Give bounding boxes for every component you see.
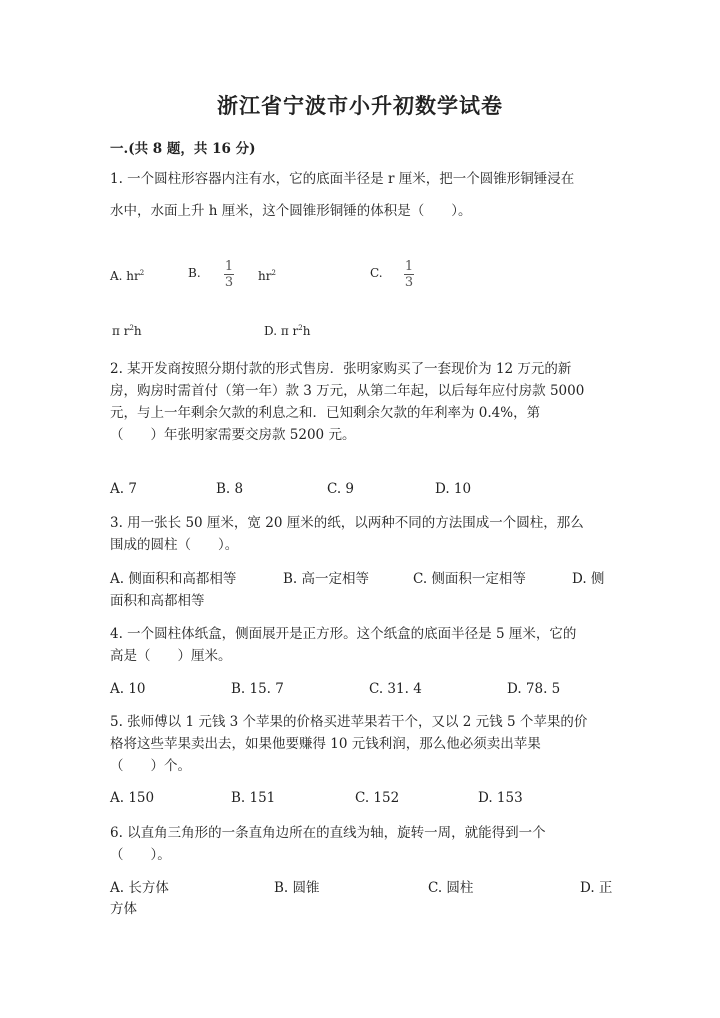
q2-option-a: A. 7 xyxy=(110,481,137,497)
q1-option-b: B. xyxy=(188,266,201,280)
q6-option-d: D. 正 xyxy=(580,880,613,896)
q6-option-a: A. 长方体 xyxy=(110,880,169,896)
q4-line: 高是（ ）厘米。 xyxy=(110,648,232,664)
q3-line: 3. 用一张长 50 厘米，宽 20 厘米的纸，以两种不同的方法围成一个圆柱，那么 xyxy=(110,515,584,531)
q1-option-c: C. xyxy=(370,266,383,280)
q4-line: 4. 一个圆柱体纸盒，侧面展开是正方形。这个纸盒的底面半径是 5 厘米，它的 xyxy=(110,626,577,642)
q3-option-d: D. 侧 xyxy=(572,571,605,587)
q2-option-c: C. 9 xyxy=(327,481,355,497)
q1-option-b-expr: $hr^2$ xyxy=(258,269,276,283)
q1-option-a: A. $hr^2$ xyxy=(110,269,145,283)
q2-option-d: D. 10 xyxy=(435,481,472,497)
q4-option-d: D. 78. 5 xyxy=(507,681,561,697)
q6-option-b: B. 圆锥 xyxy=(274,880,320,896)
fraction-one-third: 1 3 xyxy=(404,259,414,290)
q5-line: 格将这些苹果卖出去，如果他要赚得 10 元钱利润，那么他必须卖出苹果 xyxy=(110,736,541,752)
q6-line: 6. 以直角三角形的一条直角边所在的直线为轴，旋转一周，就能得到一个 xyxy=(110,825,546,841)
q5-option-c: C. 152 xyxy=(355,790,400,806)
q1-option-d: D. π $r^2h$ xyxy=(264,324,311,338)
q4-option-a: A. 10 xyxy=(110,681,146,697)
q3-option-b: B. 高一定相等 xyxy=(283,571,370,587)
q6-option-d-wrap: 方体 xyxy=(110,901,137,917)
q6-option-c: C. 圆柱 xyxy=(428,880,474,896)
q1-option-c-expr: π $r^2h$ xyxy=(112,324,142,338)
q5-option-b: B. 151 xyxy=(231,790,276,806)
q4-option-b: B. 15. 7 xyxy=(231,681,284,697)
q5-option-d: D. 153 xyxy=(478,790,523,806)
q5-option-a: A. 150 xyxy=(110,790,155,806)
q2-line: 2. 某开发商按照分期付款的形式售房．张明家购买了一套现价为 12 万元的新 xyxy=(110,361,572,377)
q6-line: （ ）。 xyxy=(110,847,171,863)
q2-line: 房，购房时需首付（第一年）款 3 万元，从第二年起，以后每年应付房款 5000 xyxy=(110,383,585,399)
q3-line: 围成的圆柱（ ）。 xyxy=(110,537,239,553)
q4-option-c: C. 31. 4 xyxy=(369,681,422,697)
q2-option-b: B. 8 xyxy=(216,481,244,497)
q5-line: （ ）个。 xyxy=(110,758,191,774)
q1-line: 1. 一个圆柱形容器内注有水，它的底面半径是 r 厘米，把一个圆锥形铜锤浸在 xyxy=(110,171,575,187)
q3-option-a: A. 侧面积和高都相等 xyxy=(110,571,237,587)
q3-option-d-wrap: 面积和高都相等 xyxy=(110,593,205,609)
section-header: 一.(共 8 题，共 16 分) xyxy=(110,141,256,157)
q2-line: 元，与上一年剩余欠款的利息之和．已知剩余欠款的年利率为 0.4%，第 xyxy=(110,405,541,421)
q2-line: （ ）年张明家需要交房款 5200 元。 xyxy=(110,427,356,443)
q5-line: 5. 张师傅以 1 元钱 3 个苹果的价格买进苹果若干个，又以 2 元钱 5 个苹果的价 xyxy=(110,714,588,730)
page-title: 浙江省宁波市小升初数学试卷 xyxy=(217,93,503,118)
q1-line: 水中，水面上升 h 厘米，这个圆锥形铜锤的体积是（ ）。 xyxy=(110,203,472,219)
fraction-one-third: 1 3 xyxy=(224,259,234,290)
q3-option-c: C. 侧面积一定相等 xyxy=(413,571,526,587)
